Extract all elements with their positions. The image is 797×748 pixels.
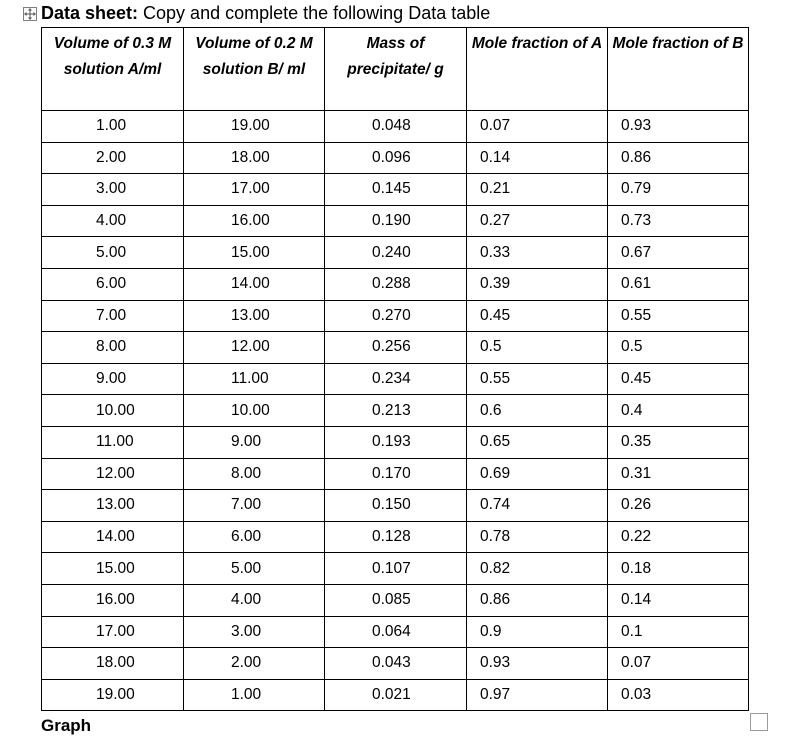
cell-mole-fraction-b: 0.86 xyxy=(608,142,749,174)
cell-volume-b: 12.00 xyxy=(184,332,325,364)
cell-volume-b: 11.00 xyxy=(184,363,325,395)
header-volume-a: Volume of 0.3 M solution A/ml xyxy=(42,28,184,111)
cell-volume-b: 18.00 xyxy=(184,142,325,174)
cell-volume-b: 17.00 xyxy=(184,174,325,206)
cell-volume-a: 9.00 xyxy=(42,363,184,395)
cell-mass-precipitate: 0.234 xyxy=(325,363,467,395)
cell-mole-fraction-b: 0.73 xyxy=(608,205,749,237)
cell-mole-fraction-b: 0.93 xyxy=(608,111,749,143)
table-row xyxy=(42,142,749,174)
cell-volume-a: 7.00 xyxy=(42,300,184,332)
cell-mass-precipitate: 0.170 xyxy=(325,458,467,490)
cell-mole-fraction-b: 0.22 xyxy=(608,521,749,553)
cell-mole-fraction-b: 0.79 xyxy=(608,174,749,206)
table-row xyxy=(42,332,749,364)
cell-mass-precipitate: 0.107 xyxy=(325,553,467,585)
cell-volume-a: 11.00 xyxy=(42,426,184,458)
table-row xyxy=(42,490,749,522)
cell-mass-precipitate: 0.021 xyxy=(325,679,467,711)
cell-mole-fraction-b: 0.1 xyxy=(608,616,749,648)
table-row xyxy=(42,584,749,616)
table-row xyxy=(42,205,749,237)
cell-volume-a: 2.00 xyxy=(42,142,184,174)
cell-mole-fraction-a: 0.39 xyxy=(467,268,608,300)
cell-mass-precipitate: 0.096 xyxy=(325,142,467,174)
cell-volume-b: 9.00 xyxy=(184,426,325,458)
cell-mole-fraction-a: 0.65 xyxy=(467,426,608,458)
cell-mole-fraction-b: 0.18 xyxy=(608,553,749,585)
cell-mass-precipitate: 0.128 xyxy=(325,521,467,553)
cell-mass-precipitate: 0.048 xyxy=(325,111,467,143)
cell-mole-fraction-a: 0.45 xyxy=(467,300,608,332)
cell-volume-b: 8.00 xyxy=(184,458,325,490)
cell-mole-fraction-a: 0.69 xyxy=(467,458,608,490)
header-mole-fraction-a: Mole fraction of A xyxy=(467,28,608,111)
table-row xyxy=(42,616,749,648)
cell-mole-fraction-b: 0.07 xyxy=(608,648,749,680)
cell-mass-precipitate: 0.270 xyxy=(325,300,467,332)
checkbox-icon xyxy=(750,713,768,731)
cell-volume-a: 15.00 xyxy=(42,553,184,585)
cell-volume-a: 17.00 xyxy=(42,616,184,648)
table-row xyxy=(42,679,749,711)
table-row xyxy=(42,458,749,490)
cell-mass-precipitate: 0.256 xyxy=(325,332,467,364)
cell-mole-fraction-b: 0.35 xyxy=(608,426,749,458)
cell-volume-a: 18.00 xyxy=(42,648,184,680)
table-move-handle-icon[interactable] xyxy=(23,7,37,21)
cell-mole-fraction-a: 0.86 xyxy=(467,584,608,616)
cell-volume-b: 4.00 xyxy=(184,584,325,616)
cell-volume-a: 5.00 xyxy=(42,237,184,269)
cell-volume-a: 14.00 xyxy=(42,521,184,553)
cell-mole-fraction-a: 0.78 xyxy=(467,521,608,553)
table-row xyxy=(42,426,749,458)
header-volume-b: Volume of 0.2 M solution B/ ml xyxy=(184,28,325,111)
cell-mole-fraction-a: 0.93 xyxy=(467,648,608,680)
table-row xyxy=(42,521,749,553)
cell-mole-fraction-b: 0.4 xyxy=(608,395,749,427)
cell-mole-fraction-a: 0.82 xyxy=(467,553,608,585)
heading-text: Copy and complete the following Data table xyxy=(138,3,491,23)
table-row xyxy=(42,363,749,395)
cell-volume-b: 3.00 xyxy=(184,616,325,648)
cell-mole-fraction-a: 0.9 xyxy=(467,616,608,648)
cell-volume-a: 13.00 xyxy=(42,490,184,522)
cell-volume-b: 16.00 xyxy=(184,205,325,237)
cell-mole-fraction-b: 0.67 xyxy=(608,237,749,269)
cell-mole-fraction-a: 0.55 xyxy=(467,363,608,395)
table-header-row xyxy=(42,28,749,111)
cell-mole-fraction-b: 0.31 xyxy=(608,458,749,490)
cell-mass-precipitate: 0.190 xyxy=(325,205,467,237)
cell-mass-precipitate: 0.064 xyxy=(325,616,467,648)
table-row xyxy=(42,268,749,300)
cell-volume-b: 1.00 xyxy=(184,679,325,711)
cell-volume-b: 7.00 xyxy=(184,490,325,522)
cell-mass-precipitate: 0.193 xyxy=(325,426,467,458)
cell-volume-b: 14.00 xyxy=(184,268,325,300)
heading-bold: Data sheet: xyxy=(41,3,139,23)
cell-mass-precipitate: 0.213 xyxy=(325,395,467,427)
cell-volume-b: 5.00 xyxy=(184,553,325,585)
cell-mass-precipitate: 0.288 xyxy=(325,268,467,300)
cell-mole-fraction-b: 0.45 xyxy=(608,363,749,395)
table-row xyxy=(42,174,749,206)
table-row xyxy=(42,300,749,332)
cell-volume-b: 19.00 xyxy=(184,111,325,143)
cell-mole-fraction-a: 0.07 xyxy=(467,111,608,143)
table-row xyxy=(42,237,749,269)
cell-volume-b: 13.00 xyxy=(184,300,325,332)
cell-volume-a: 19.00 xyxy=(42,679,184,711)
cell-volume-a: 8.00 xyxy=(42,332,184,364)
cell-mass-precipitate: 0.240 xyxy=(325,237,467,269)
table-row xyxy=(42,648,749,680)
data-table xyxy=(41,27,749,711)
cell-volume-b: 15.00 xyxy=(184,237,325,269)
cell-volume-a: 3.00 xyxy=(42,174,184,206)
cell-volume-a: 4.00 xyxy=(42,205,184,237)
cell-mole-fraction-a: 0.74 xyxy=(467,490,608,522)
cell-mole-fraction-a: 0.21 xyxy=(467,174,608,206)
cell-mole-fraction-a: 0.27 xyxy=(467,205,608,237)
cell-volume-a: 16.00 xyxy=(42,584,184,616)
cell-mole-fraction-a: 0.5 xyxy=(467,332,608,364)
cell-mole-fraction-b: 0.26 xyxy=(608,490,749,522)
header-mass-precipitate: Mass of precipitate/ g xyxy=(325,28,467,111)
cell-mole-fraction-b: 0.61 xyxy=(608,268,749,300)
cell-volume-a: 10.00 xyxy=(42,395,184,427)
cell-volume-b: 2.00 xyxy=(184,648,325,680)
table-row xyxy=(42,111,749,143)
table-row xyxy=(42,395,749,427)
graph-label: Graph xyxy=(41,716,92,735)
cell-mass-precipitate: 0.145 xyxy=(325,174,467,206)
data-sheet-heading xyxy=(41,2,490,24)
cell-mass-precipitate: 0.085 xyxy=(325,584,467,616)
cell-mass-precipitate: 0.150 xyxy=(325,490,467,522)
cell-mole-fraction-b: 0.14 xyxy=(608,584,749,616)
cell-mole-fraction-a: 0.97 xyxy=(467,679,608,711)
cell-mole-fraction-b: 0.5 xyxy=(608,332,749,364)
table-row xyxy=(42,553,749,585)
cell-mole-fraction-a: 0.14 xyxy=(467,142,608,174)
cell-mole-fraction-b: 0.03 xyxy=(608,679,749,711)
cell-volume-a: 1.00 xyxy=(42,111,184,143)
cell-volume-b: 10.00 xyxy=(184,395,325,427)
cell-mole-fraction-a: 0.33 xyxy=(467,237,608,269)
cell-mole-fraction-a: 0.6 xyxy=(467,395,608,427)
cell-mole-fraction-b: 0.55 xyxy=(608,300,749,332)
cell-volume-b: 6.00 xyxy=(184,521,325,553)
cell-mass-precipitate: 0.043 xyxy=(325,648,467,680)
cell-volume-a: 6.00 xyxy=(42,268,184,300)
cell-volume-a: 12.00 xyxy=(42,458,184,490)
header-mole-fraction-b: Mole fraction of B xyxy=(608,28,749,111)
